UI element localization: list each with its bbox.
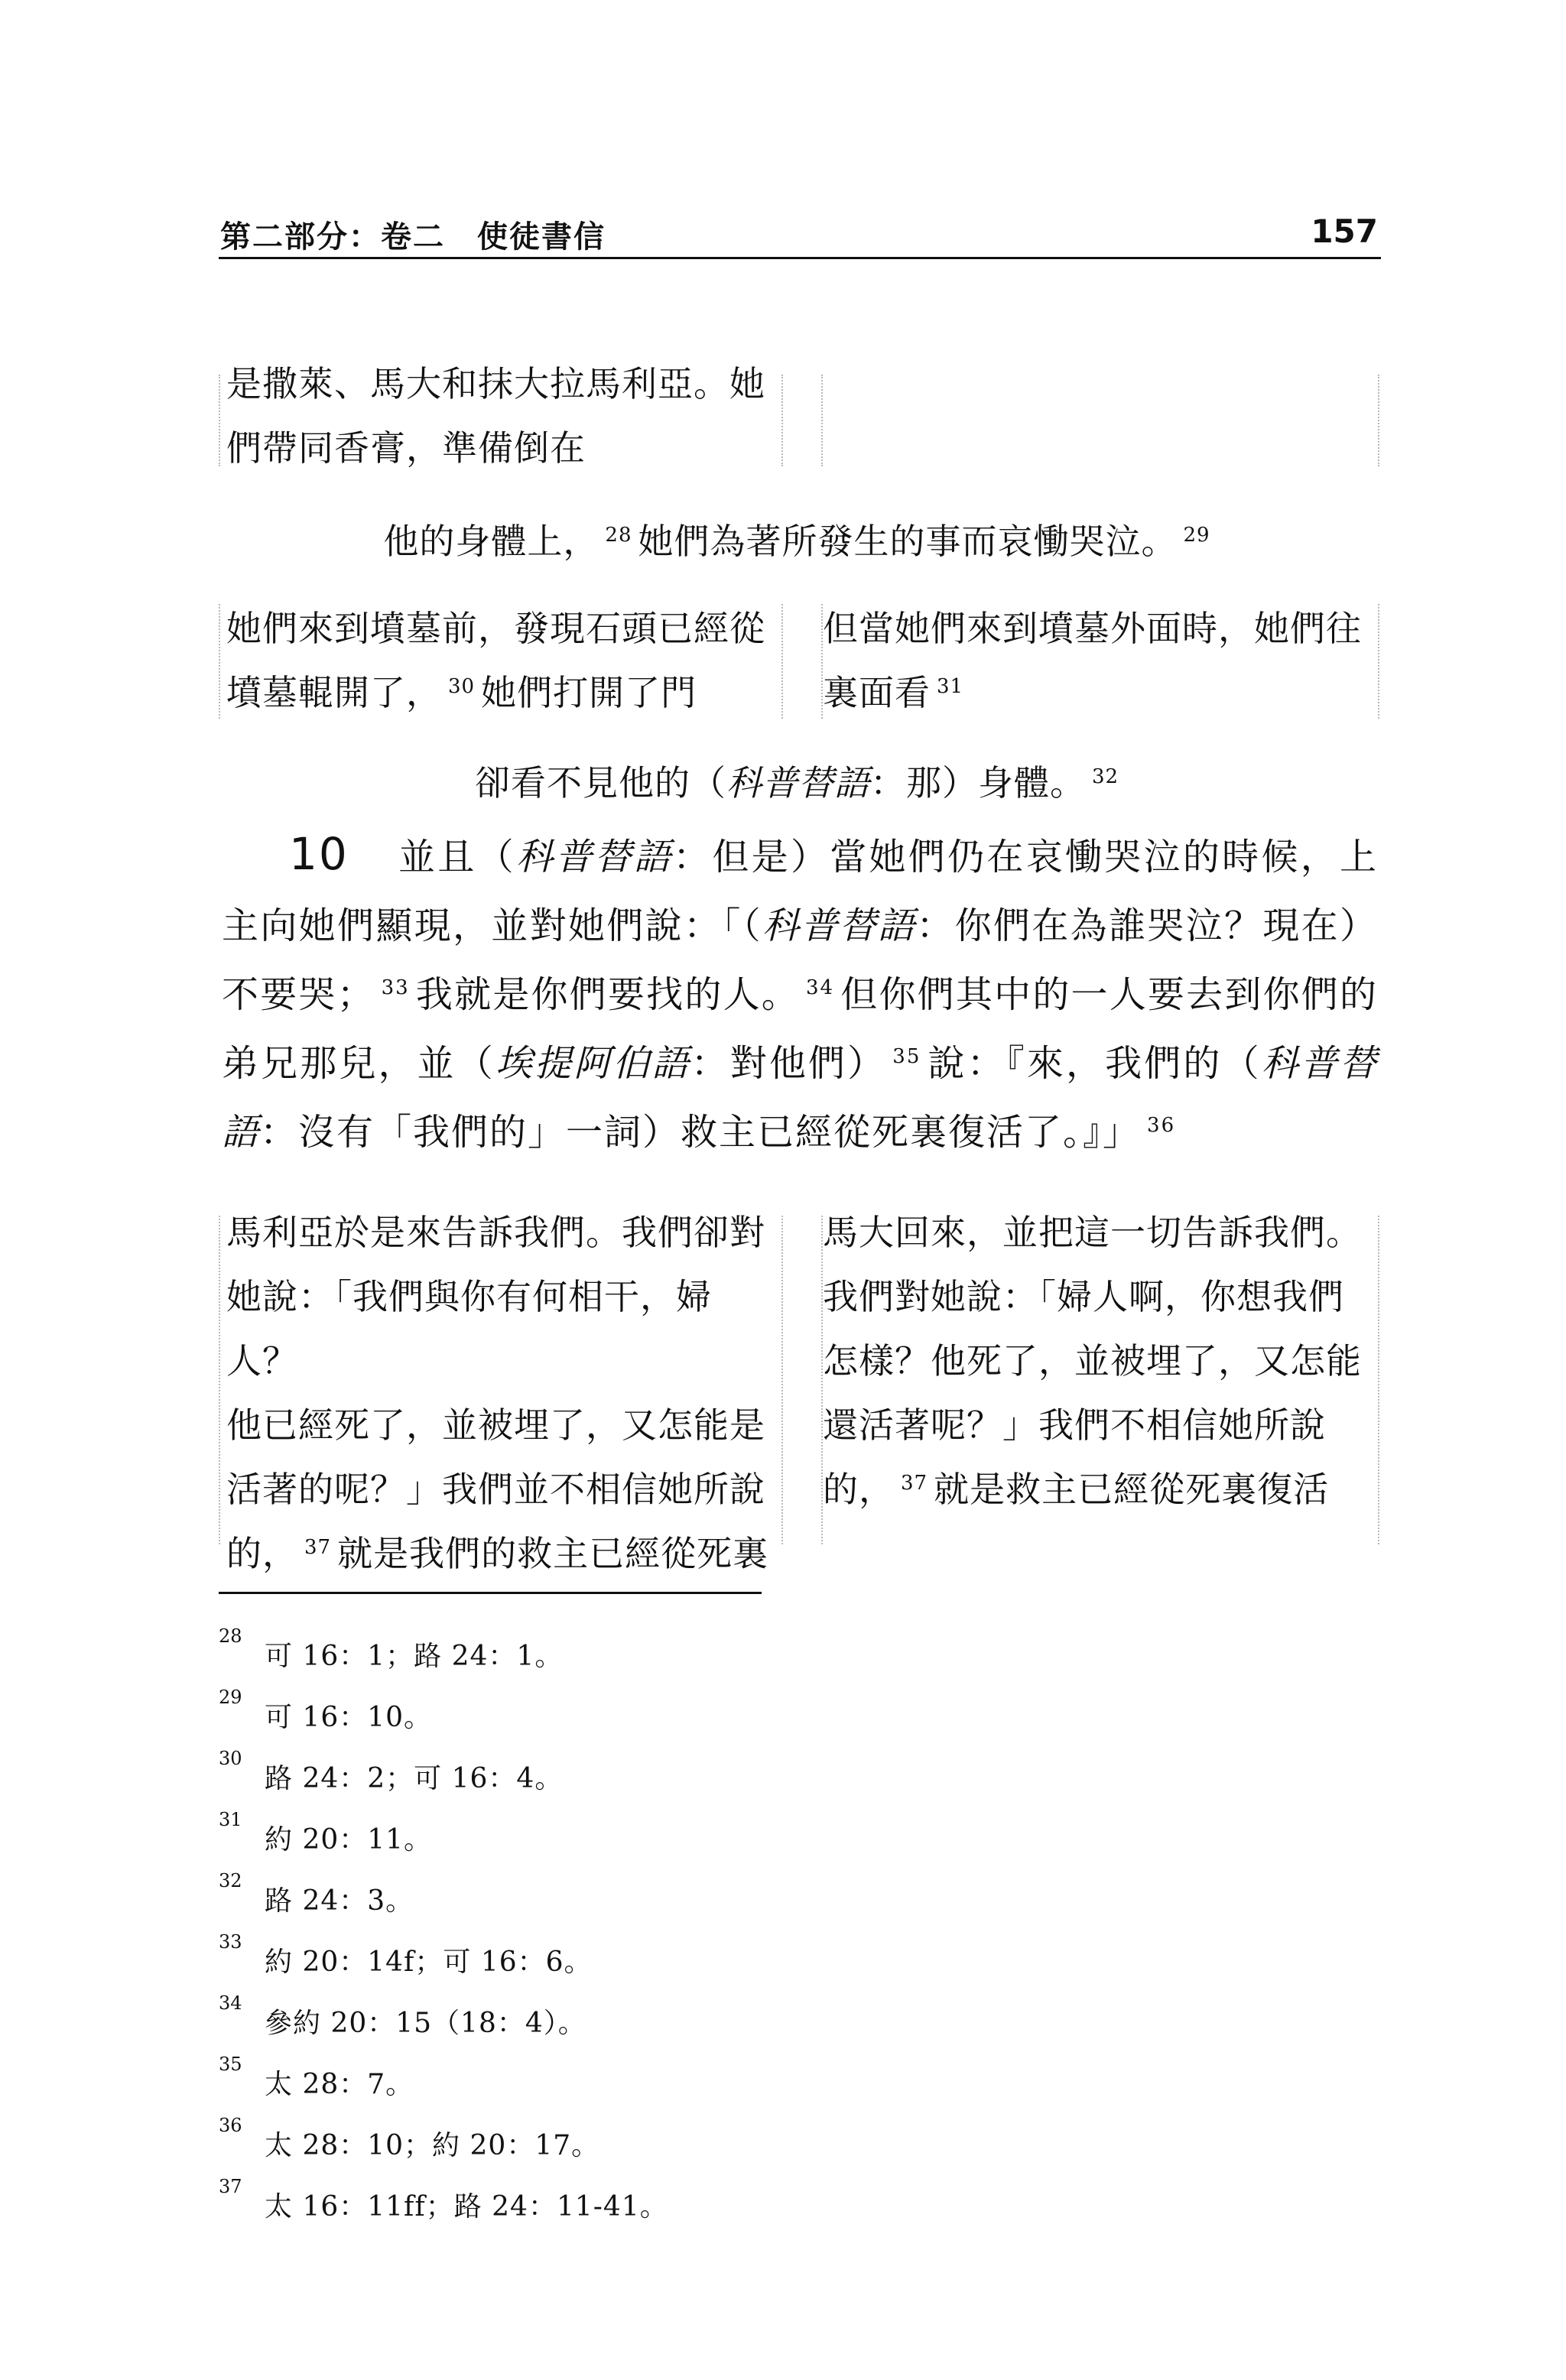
footnote-ref[interactable]: 31	[937, 674, 964, 698]
footnote-number: 37	[219, 2176, 242, 2197]
footnote	[219, 2054, 1136, 2115]
text-line: 的， $^{37}$ 就是救主已經從死裏復活	[823, 1469, 1330, 1510]
footnote-ref[interactable]: 34	[806, 976, 835, 999]
text-line: 裏面看 $^{31}$	[823, 672, 964, 713]
footnote	[219, 1748, 1136, 1809]
text-line: 墳墓輥開了， $^{30}$ 她們打開了門	[226, 672, 697, 713]
text-line: 是撒萊、馬大和抹大拉馬利亞。她	[226, 363, 765, 404]
footnote-ref[interactable]: 36	[1147, 1114, 1176, 1137]
parallel-block-2	[219, 596, 1381, 726]
verse-number: 10	[289, 828, 349, 880]
footnote	[219, 2176, 1136, 2237]
text-line: 但當她們來到墳墓外面時，她們往	[823, 608, 1362, 649]
parallel-block-1	[219, 352, 1381, 482]
parallel-left-column	[226, 1200, 777, 1586]
header-section-title: 第二部分：卷二 使徒書信	[220, 219, 606, 255]
text-line: 馬大回來，並把這一切告訴我們。	[823, 1212, 1362, 1253]
footnote-number: 30	[219, 1748, 242, 1769]
footnote-ref[interactable]: 32	[1091, 765, 1119, 788]
footnote-text: 太 28：10；約 20：17。	[265, 2130, 600, 2161]
text-line: 她們來到墳墓前，發現石頭已經從	[226, 608, 765, 649]
parallel-left-column	[226, 352, 777, 480]
footnote	[219, 1870, 1136, 1931]
text-line: 們帶同香膏，準備倒在	[226, 427, 586, 469]
footnote-text: 路 24：2；可 16：4。	[265, 1763, 564, 1794]
text-line: 還活著呢？」我們不相信她所說	[823, 1404, 1326, 1446]
footnote-number: 29	[219, 1687, 242, 1708]
footnote-text: 參約 20：15（18：4）。	[265, 2008, 586, 2039]
footnote-number: 36	[219, 2115, 242, 2136]
footnote-number: 35	[219, 2054, 242, 2075]
text-line: 的， $^{37}$ 就是我們的救主已經從死裏	[226, 1533, 769, 1574]
footnote-number: 32	[219, 1870, 242, 1891]
parallel-right-column	[823, 596, 1373, 725]
text-line: 他已經死了，並被埋了，又怎能是	[226, 1404, 765, 1446]
footnote	[219, 1931, 1136, 1992]
footnote	[219, 1625, 1136, 1687]
text-line: 我們對她說：「婦人啊，你想我們	[823, 1276, 1344, 1317]
footnote-ref[interactable]: 37	[304, 1535, 332, 1559]
footnote-text: 太 28：7。	[265, 2069, 414, 2100]
footnote-text: 約 20：11。	[265, 1824, 433, 1856]
parallel-right-column	[823, 1200, 1373, 1521]
footnote-ref[interactable]: 35	[892, 1045, 921, 1068]
footnote-text: 路 24：3。	[265, 1885, 414, 1917]
footnote-number: 34	[219, 1992, 242, 2014]
footnote	[219, 1992, 1136, 2054]
center-line-2: 卻看不見他的（科普替語：那）身體。 $^{32}$	[474, 762, 1119, 804]
footnote-number: 28	[219, 1625, 242, 1647]
footnote-number: 31	[219, 1809, 242, 1830]
footnote-text: 約 20：14f；可 16：6。	[265, 1947, 593, 1978]
footnote-ref[interactable]: 30	[448, 674, 476, 698]
running-header	[219, 208, 1381, 259]
footnote	[219, 1687, 1136, 1748]
footnote-text: 太 16：11ff；路 24：11-41。	[265, 2191, 668, 2223]
parallel-left-column	[226, 596, 777, 725]
footnote-ref[interactable]: 33	[381, 976, 410, 999]
footnote-number: 33	[219, 1931, 242, 1953]
parallel-block-3	[219, 1200, 1381, 1574]
text-line: 她說：「我們與你有何相干，婦人？	[226, 1276, 712, 1382]
center-line-1: 他的身體上， $^{28}$ 她們為著所發生的事而哀慟哭泣。 $^{29}$	[383, 521, 1210, 562]
footnotes-list	[219, 1625, 1136, 2237]
footnote-text: 可 16：1；路 24：1。	[265, 1641, 564, 1672]
footnote-ref[interactable]: 29	[1183, 523, 1210, 547]
text-line: 馬利亞於是來告訴我們。我們卻對	[226, 1212, 765, 1253]
verse-paragraph: 10 並且（科普替語：但是）當她們仍在哀慟哭泣的時候，上主向她們顯現，並對她們說：「（科普替語：你們在為誰哭泣？現在）不要哭； $^{33}$ 我就是你們要找的人。 $^{34}$ 但你們其中的一人要去到你們的弟兄那兒，並（埃提阿伯語：對他們） $^{35}$ 說：『來，我們的（科普替語：沒有「我們的」一詞）救主已經從死裏復活了。』」 $^{36}$	[222, 828, 1378, 1154]
text-line: 活著的呢？」我們並不相信她所說	[226, 1469, 765, 1510]
footnote-text: 可 16：10。	[265, 1702, 433, 1733]
footnote-ref[interactable]: 37	[901, 1471, 928, 1495]
footnote-ref[interactable]: 28	[605, 523, 632, 547]
page-number: 157	[1311, 213, 1378, 250]
text-line: 怎樣？他死了，並被埋了，又怎能	[823, 1340, 1362, 1382]
footnote	[219, 2115, 1136, 2176]
footnote	[219, 1809, 1136, 1870]
footnote-divider	[219, 1592, 762, 1594]
